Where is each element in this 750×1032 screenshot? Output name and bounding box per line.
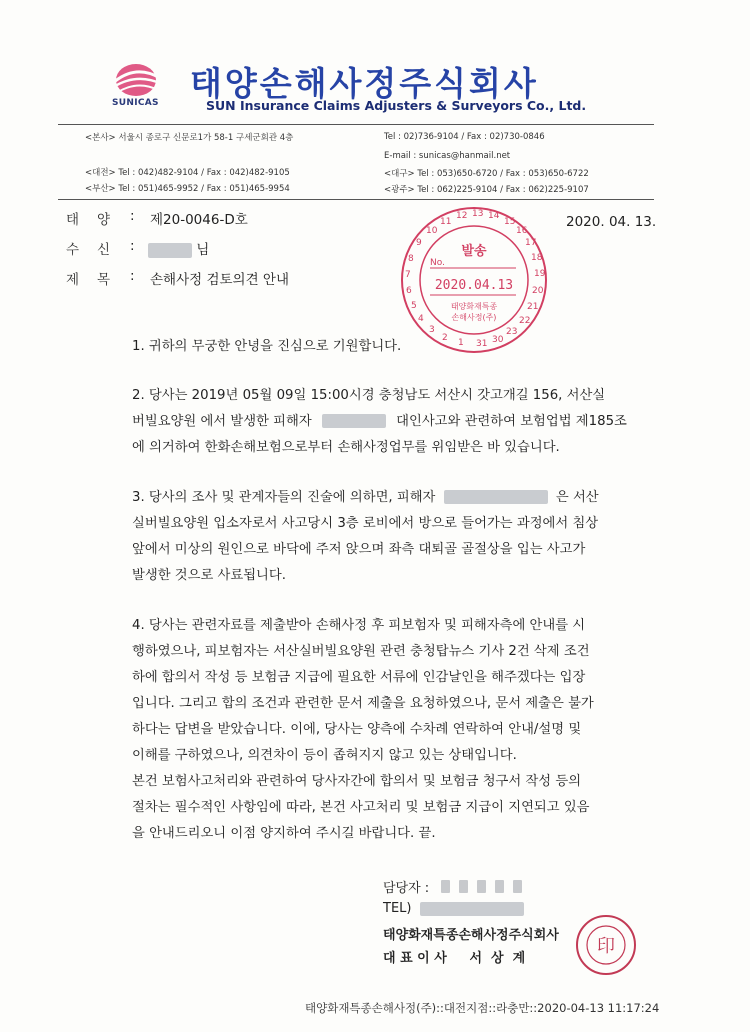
signature-ceo: 대 표 이 사 서 상 계 [383, 951, 526, 966]
manager-line [383, 877, 531, 897]
address-divider [58, 199, 654, 200]
company-seal-icon [574, 913, 638, 977]
dispatch-stamp [398, 205, 550, 355]
svg-text:15: 15 [504, 217, 516, 227]
stamp-no: No. [430, 258, 445, 268]
subject-label: 제목 [66, 272, 129, 288]
svg-text:20: 20 [532, 286, 544, 296]
paragraph-4-line-7: 본건 보험사고처리와 관련하여 당사자간에 합의서 및 보험금 청구서 작성 등의 [132, 774, 582, 789]
svg-text:9: 9 [416, 238, 422, 248]
paragraph-2-line-2 [132, 409, 627, 435]
svg-text:22: 22 [519, 316, 531, 326]
fax-transmission-footer: 태양화재특종손해사정(주)::대전지점::라충만::2020-04-13 11:17:24 [305, 1001, 660, 1015]
victim-name-redacted-2 [444, 490, 548, 504]
victim-name-redacted [322, 414, 386, 428]
svg-text:3: 3 [429, 325, 435, 335]
svg-text:4: 4 [418, 314, 424, 324]
paragraph-3-line-1a: 3. 당사의 조사 및 관계자들의 진술에 의하면, 피해자 [132, 490, 436, 505]
svg-text:18: 18 [531, 253, 543, 263]
tel-line [383, 901, 524, 916]
svg-text:19: 19 [534, 269, 546, 279]
paragraph-3-line-2: 실버빌요양원 입소자로서 사고당시 3층 로비에서 방으로 들어가는 과정에서 침상 [132, 516, 599, 531]
manager-label: 담당자 : [383, 881, 430, 896]
recipient-label: 수신 [66, 242, 129, 258]
paragraph-3-line-3: 앞에서 미상의 원인으로 바닥에 주저 앉으며 좌측 대퇴골 골절상을 입는 사고가 [132, 542, 586, 557]
paragraph-4-line-4: 입니다. 그리고 합의 조건과 관련한 문서 제출을 요청하였으나, 문서 제출은 불가 [132, 696, 594, 711]
tel-redacted [420, 902, 524, 916]
address-busan: <부산> Tel : 051)465-9952 / Fax : 051)465-9954 [85, 184, 290, 194]
company-name-english: SUN Insurance Claims Adjusters & Surveyors Co., Ltd. [206, 98, 587, 113]
address-daejeon: <대전> Tel : 042)482-9104 / Fax : 042)482-9105 [85, 168, 290, 178]
ref-number: 제20-0046-D호 [150, 212, 248, 228]
paragraph-3-line-1 [132, 485, 599, 511]
recipient-colon: : [130, 238, 135, 254]
stamp-title: 발송 [461, 244, 487, 259]
svg-text:16: 16 [516, 226, 528, 236]
tel-label: TEL) [383, 901, 412, 916]
contact-email: E-mail : sunicas@hanmail.net [384, 151, 511, 161]
paragraph-2-line-3: 에 의거하여 한화손해보험으로부터 손해사정업무를 위임받은 바 있습니다. [132, 440, 560, 455]
header-divider [58, 124, 654, 125]
stamp-company: 태양화재특종 [450, 302, 498, 311]
manager-redacted [441, 880, 531, 897]
address-head-office: <본사> 서울시 종로구 신문로1가 58-1 구세군회관 4층 [85, 133, 294, 143]
subject-value: 손해사정 검토의견 안내 [150, 272, 289, 288]
recipient-value [148, 238, 209, 258]
paragraph-4-line-8: 절차는 필수적인 사항임에 따라, 본건 사고처리 및 보험금 지급이 지연되고 있음 [132, 800, 590, 815]
paragraph-2-line-2a: 버빌요양원 에서 발생한 피해자 [132, 414, 312, 429]
recipient-suffix: 님 [196, 242, 210, 258]
contact-tel-fax: Tel : 02)736-9104 / Fax : 02)730-0846 [384, 132, 545, 142]
svg-text:21: 21 [527, 302, 539, 312]
paragraph-4-line-2: 행하였으나, 피보험자는 서산실버빌요양원 관련 충청탑뉴스 기사 2건 삭제 조건 [132, 644, 590, 659]
ref-label: 태양 [66, 212, 129, 228]
signature-company: 태양화재특종손해사정주식회사 [383, 928, 559, 943]
svg-text:11: 11 [440, 217, 452, 227]
paragraph-4-line-9: 을 안내드리오니 이점 양지하여 주시길 바랍니다. 끝. [132, 826, 436, 841]
svg-text:5: 5 [411, 301, 417, 311]
stamp-company-2: 손해사정(주) [451, 313, 497, 322]
svg-text:2: 2 [442, 333, 448, 343]
svg-text:17: 17 [525, 238, 537, 248]
logo-text: SUNICAS [112, 98, 159, 108]
address-daegu: <대구> Tel : 053)650-6720 / Fax : 053)650-6722 [384, 169, 589, 179]
seal-text: 印 [597, 936, 615, 957]
svg-text:6: 6 [406, 286, 412, 296]
paragraph-1: 1. 귀하의 무궁한 안녕을 진심으로 기원합니다. [132, 339, 402, 354]
paragraph-3-line-1b: 은 서산 [555, 490, 599, 505]
svg-text:12: 12 [456, 211, 468, 221]
recipient-redacted [148, 243, 192, 258]
paragraph-4-line-1: 4. 당사는 관련자료를 제출받아 손해사정 후 피보험자 및 피해자측에 안내를 시 [132, 618, 586, 633]
document-date: 2020. 04. 13. [566, 214, 657, 230]
paragraph-3-line-4: 발생한 것으로 사료됩니다. [132, 568, 286, 583]
svg-text:8: 8 [408, 254, 414, 264]
company-name-korean: 태양손해사정주식회사 [190, 64, 539, 103]
paragraph-4-line-6: 이해를 구하였으나, 의견차이 등이 좁혀지지 않고 있는 상태입니다. [132, 748, 517, 763]
ref-colon: : [130, 208, 135, 224]
svg-text:1: 1 [458, 338, 464, 348]
svg-text:13: 13 [472, 209, 484, 219]
svg-text:23: 23 [506, 327, 518, 337]
subject-colon: : [130, 268, 135, 284]
paragraph-2-line-1: 2. 당사는 2019년 05월 09일 15:00시경 충청남도 서산시 갓고개길 156, 서산실 [132, 388, 606, 403]
svg-text:14: 14 [488, 211, 500, 221]
address-gwangju: <광주> Tel : 062)225-9104 / Fax : 062)225-9107 [384, 185, 589, 195]
paragraph-2-line-2b: 대인사고와 관련하여 보험업법 제185조 [396, 414, 627, 429]
svg-text:7: 7 [405, 270, 411, 280]
paragraph-4-line-5: 하다는 답변을 받았습니다. 이에, 당사는 양측에 수차례 연락하여 안내/설명 및 [132, 722, 582, 737]
paragraph-4-line-3: 하에 합의서 작성 등 보험금 지급에 필요한 서류에 인감날인을 해주겠다는 입장 [132, 670, 586, 685]
svg-text:30: 30 [492, 335, 504, 345]
svg-text:10: 10 [426, 226, 438, 236]
stamp-date: 2020.04.13 [434, 278, 514, 293]
svg-text:31: 31 [476, 339, 488, 349]
